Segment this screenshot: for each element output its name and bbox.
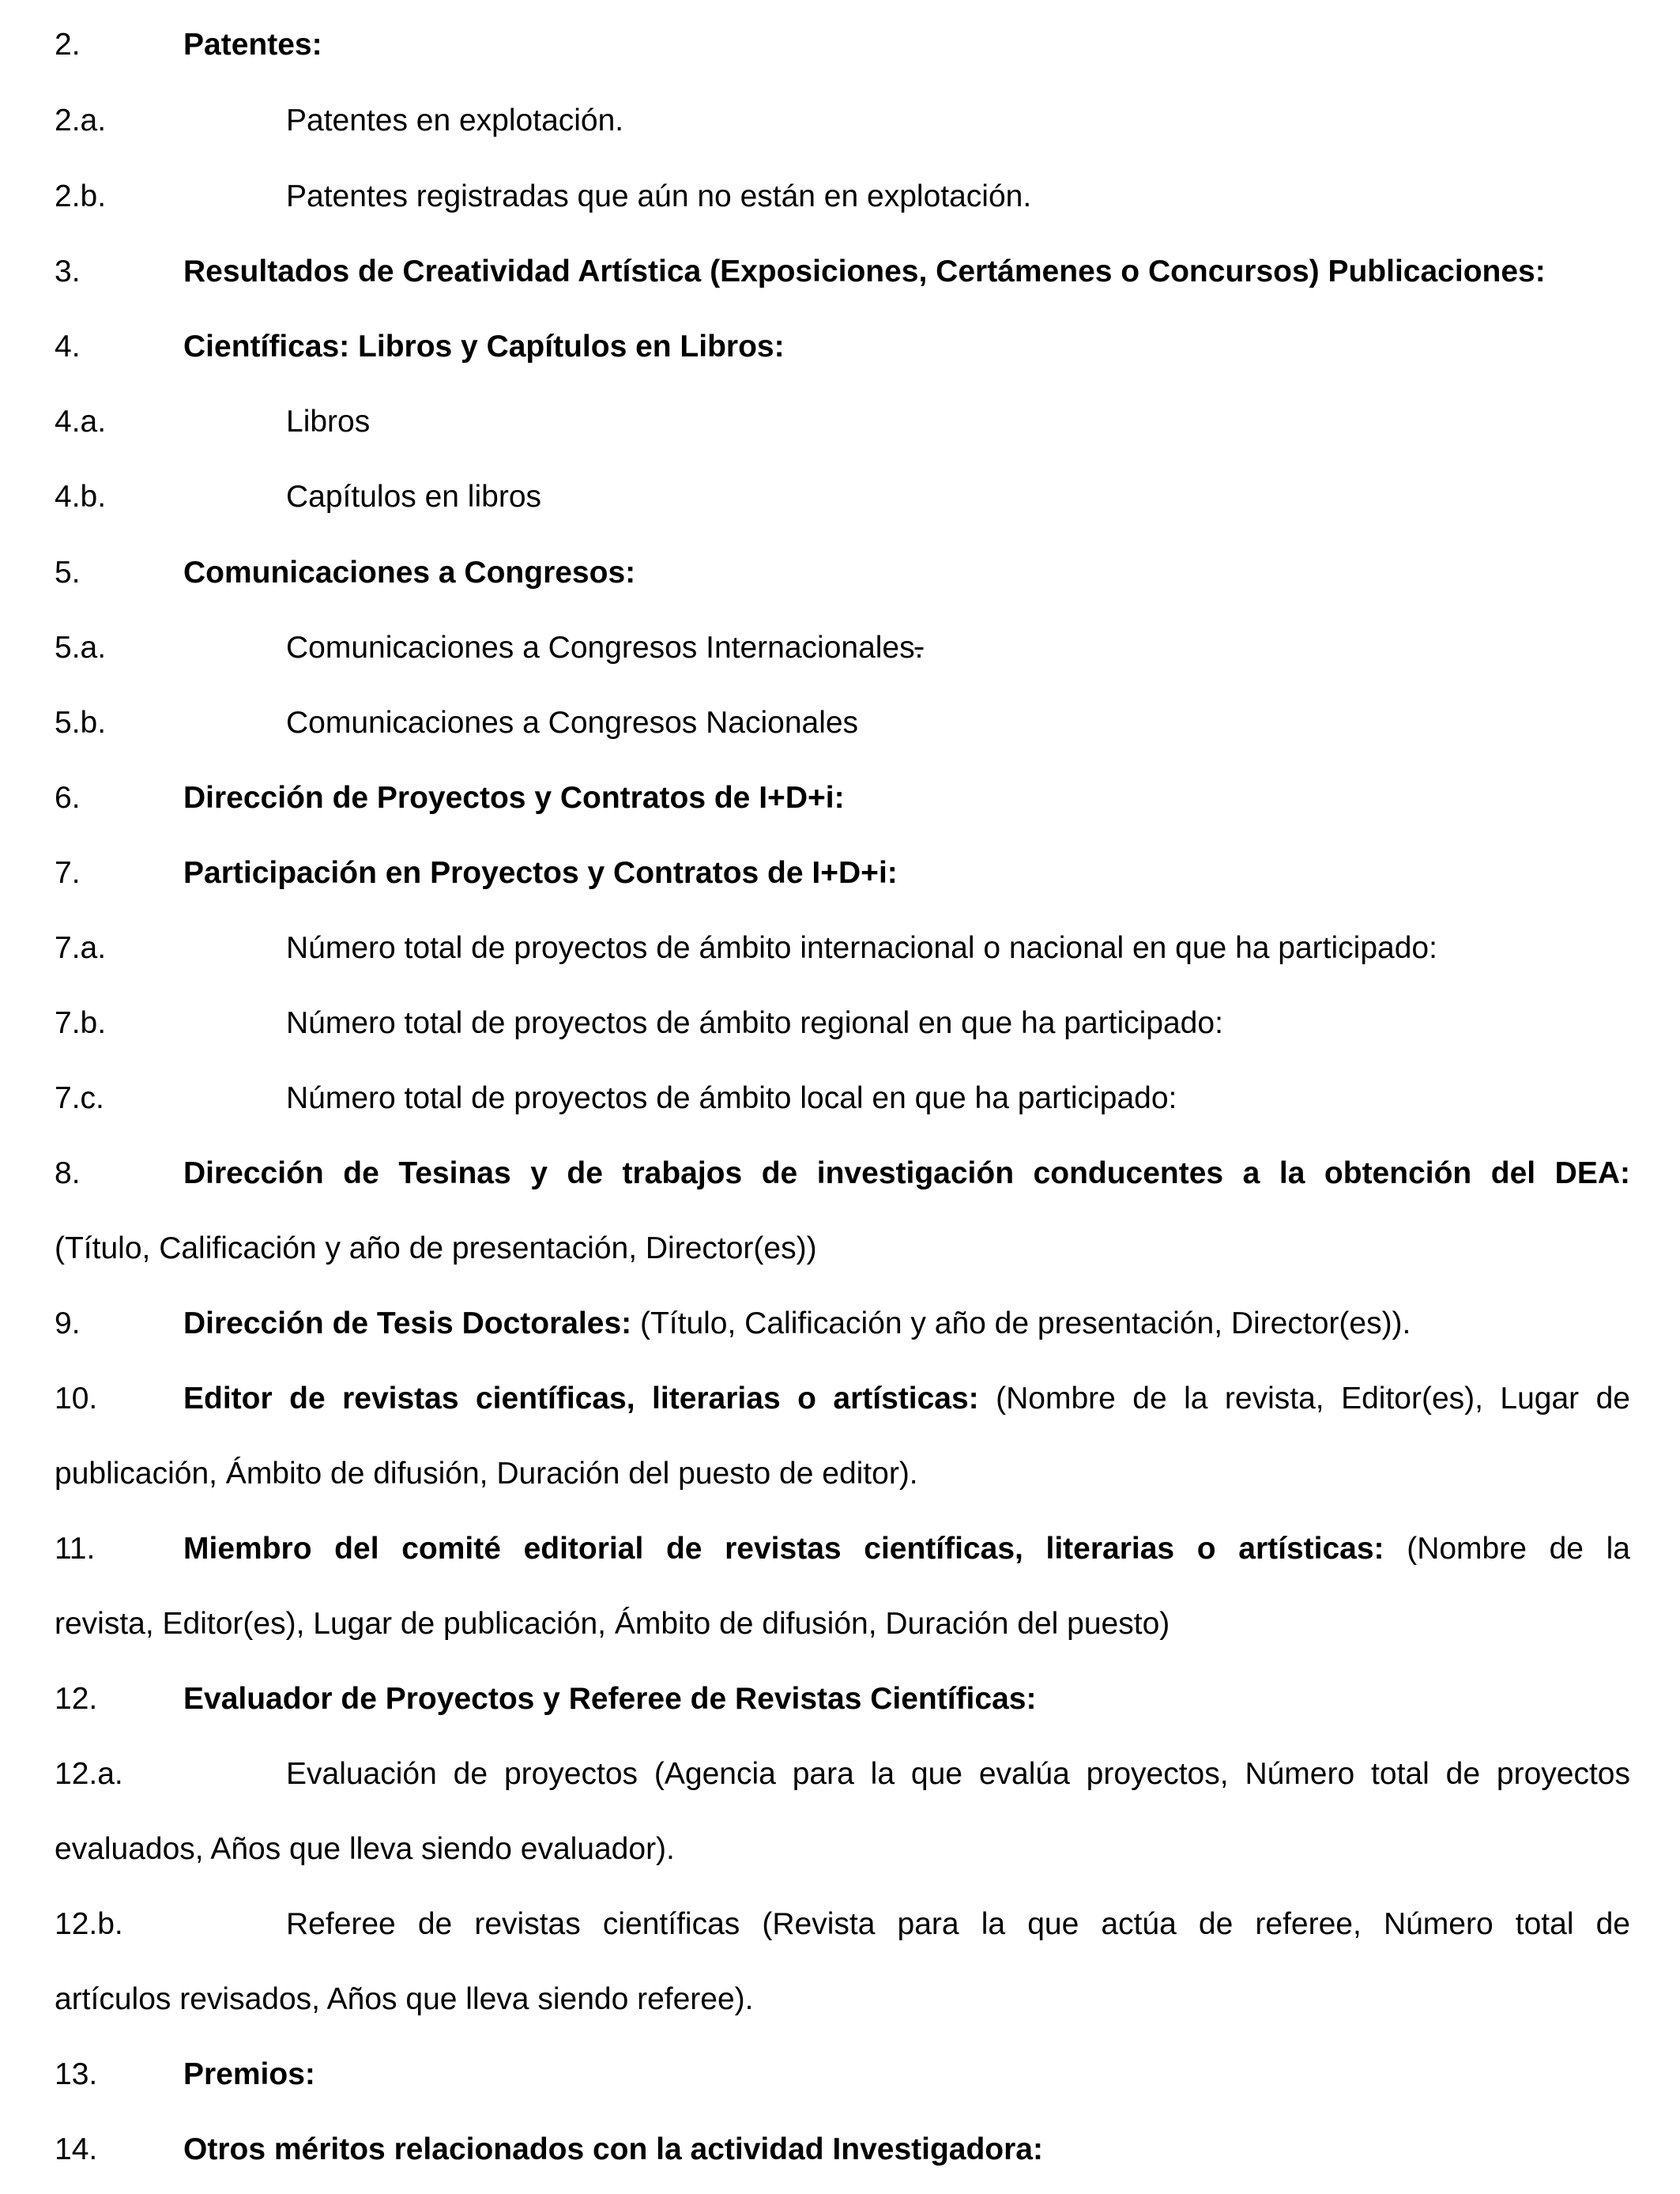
section-heading: Dirección de Proyectos y Contratos de I+D+i: [183, 781, 845, 815]
section-heading: Científicas: Libros y Capítulos en Libros: [183, 330, 785, 364]
list-item [55, 1906, 1630, 1943]
section-heading: Evaluador de Proyectos y Referee de Revistas Científicas: [183, 1682, 1037, 1716]
item-text: Número total de proyectos de ámbito local en que ha participado: [286, 1081, 1177, 1115]
item-text: Patentes registradas que aún no están en explotación. [286, 179, 1032, 213]
item-number: 12. [55, 1682, 98, 1716]
item-number: 7. [55, 856, 81, 890]
item-number: 3. [55, 254, 81, 288]
item-number: 5.b. [55, 706, 107, 740]
item-text: Libros [286, 405, 371, 439]
item-text: (Nombre de la [1384, 1532, 1630, 1566]
item-text: (Título, Calificación y año de presentación, Director(es)). [631, 1306, 1411, 1340]
item-number: 4.b. [55, 480, 107, 514]
item-number: 13. [55, 2057, 98, 2091]
section-heading: Dirección de Tesinas y de trabajos de investigación conducentes a la obtención del DEA: [183, 1156, 1630, 1190]
list-item [55, 1530, 1630, 1567]
section-heading: Resultados de Creatividad Artística (Exposiciones, Certámenes o Concursos) Publicaciones: [183, 254, 1546, 288]
item-text: (Nombre de la revista, Editor(es), Lugar de [978, 1382, 1630, 1416]
list-item [55, 1380, 1630, 1417]
justified-line [55, 1380, 1630, 1417]
item-text [286, 629, 923, 666]
section-heading: Miembro del comité editorial de revistas científicas, literarias o artísticas: [183, 1532, 1384, 1566]
item-number: 9. [55, 1306, 81, 1340]
item-number: 2.b. [55, 179, 107, 213]
item-text-main: Comunicaciones a Congresos Internacionales [286, 631, 915, 665]
item-continuation: publicación, Ámbito de difusión, Duración del puesto de editor). [55, 1457, 918, 1491]
item-number: 8. [55, 1156, 81, 1190]
item-number: 4.a. [55, 405, 107, 439]
list-item [55, 1755, 1630, 1793]
justified-line [55, 1906, 1630, 1943]
section-heading: Otros méritos relacionados con la actividad Investigadora: [183, 2132, 1043, 2166]
item-number: 7.a. [55, 931, 107, 965]
item-number: 12.b. [55, 1907, 123, 1941]
item-number: 7.b. [55, 1006, 107, 1040]
justified-line [55, 1755, 1630, 1793]
item-number: 4. [55, 330, 81, 364]
item-text: Patentes en explotación. [286, 104, 624, 138]
item-text: Número total de proyectos de ámbito regional en que ha participado: [286, 1006, 1223, 1040]
section-heading: Participación en Proyectos y Contratos de I+D+i: [183, 856, 898, 890]
item-number: 2.a. [55, 104, 107, 138]
item-number: 6. [55, 781, 81, 815]
item-text: Evaluación de proyectos (Agencia para la que evalúa proyectos, Número total de proyectos [286, 1757, 1630, 1791]
item-number: 14. [55, 2132, 98, 2166]
item-number: 5. [55, 556, 81, 590]
item-text: Capítulos en libros [286, 480, 542, 514]
section-heading: Dirección de Tesis Doctorales: [183, 1306, 632, 1340]
section-heading: Premios: [183, 2057, 315, 2091]
item-number: 10. [55, 1382, 98, 1416]
section-heading: Patentes: [183, 28, 322, 62]
item-number: 5.a. [55, 631, 107, 665]
item-text: Número total de proyectos de ámbito internacional o nacional en que ha participado: [286, 931, 1437, 965]
item-number: 11. [55, 1532, 96, 1566]
section-heading: Comunicaciones a Congresos: [183, 556, 636, 590]
struck-punctuation: . [914, 631, 924, 665]
item-text: Comunicaciones a Congresos Nacionales [286, 706, 859, 740]
list-item [55, 1155, 1630, 1192]
justified-line [55, 1155, 1630, 1192]
item-number: 12.a. [55, 1757, 123, 1791]
item-continuation: revista, Editor(es), Lugar de publicación, Ámbito de difusión, Duración del puesto) [55, 1607, 1170, 1641]
item-content [183, 1305, 1411, 1342]
justified-line [55, 1530, 1630, 1567]
item-continuation: (Título, Calificación y año de presentación, Director(es)) [55, 1231, 817, 1265]
section-heading: Editor de revistas científicas, literarias o artísticas: [183, 1382, 979, 1416]
item-number: 2. [55, 28, 81, 62]
item-text: Referee de revistas científicas (Revista para la que actúa de referee, Número total de [286, 1907, 1630, 1941]
item-number: 7.c. [55, 1081, 104, 1115]
item-continuation: evaluados, Años que lleva siendo evaluador). [55, 1832, 675, 1866]
item-continuation: artículos revisados, Años que lleva siendo referee). [55, 1982, 754, 2016]
